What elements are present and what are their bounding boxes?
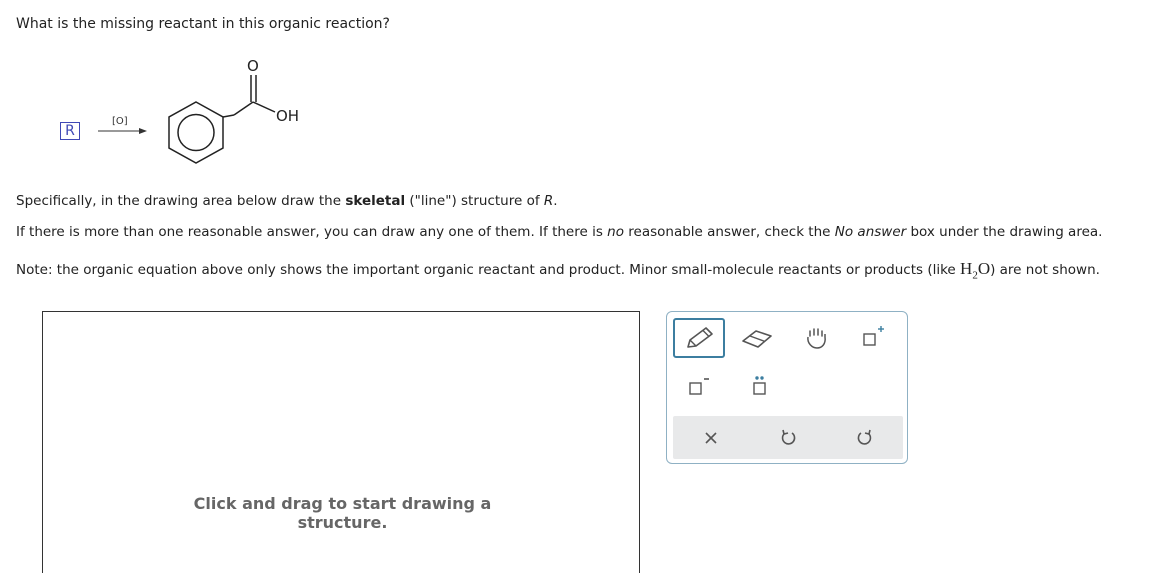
clear-button[interactable] (689, 420, 733, 456)
add-charge-button[interactable] (852, 320, 896, 356)
reaction-diagram (0, 0, 340, 175)
instruction-line-3: Note: the organic equation above only shows the important organic reactant and product. Minor small-molecule reactants or products (like $H_2O$) are not shown. (16, 259, 1100, 282)
benzene-ring (169, 102, 223, 163)
canvas-hint: Click and drag to start drawing a structure. (193, 494, 492, 532)
redo-icon (854, 427, 876, 449)
lone-pair-icon (745, 373, 773, 399)
pencil-icon (682, 325, 716, 351)
ch2-bond-b (234, 102, 253, 115)
carbonyl-oxygen-label: O (247, 57, 259, 75)
eraser-icon (740, 326, 774, 350)
lone-pair-button[interactable] (737, 368, 781, 404)
undo-icon (777, 427, 799, 449)
hand-tool-button[interactable] (795, 320, 839, 356)
drawing-toolbox (666, 311, 908, 464)
ch2-bond-a (223, 115, 234, 117)
drawing-canvas[interactable] (42, 311, 640, 573)
clear-icon (701, 428, 721, 448)
add-charge-icon (860, 325, 888, 351)
redo-button[interactable] (843, 420, 887, 456)
pencil-tool-button[interactable] (673, 318, 725, 358)
instruction-line-2: If there is more than one reasonable answer, you can draw any one of them. If there is no reasonable answer, check the No answer box under the drawing area. (16, 224, 1103, 240)
eraser-tool-button[interactable] (735, 320, 779, 356)
remove-charge-button[interactable] (677, 368, 721, 404)
action-bar (673, 416, 903, 459)
remove-charge-icon (685, 373, 713, 399)
instruction-line-1: Specifically, in the drawing area below draw the skeletal ("line") structure of R. (16, 193, 558, 209)
reaction-arrowhead (139, 128, 147, 134)
reagent-label: [O] (112, 116, 128, 127)
undo-button[interactable] (766, 420, 810, 456)
question-text: What is the missing reactant in this organic reaction? (16, 16, 390, 32)
reactant-r-box: R (60, 122, 80, 140)
hydroxyl-label: OH (276, 107, 300, 125)
c-oh-bond (253, 102, 275, 112)
hand-icon (803, 324, 831, 352)
benzene-aromatic-circle (178, 115, 214, 151)
